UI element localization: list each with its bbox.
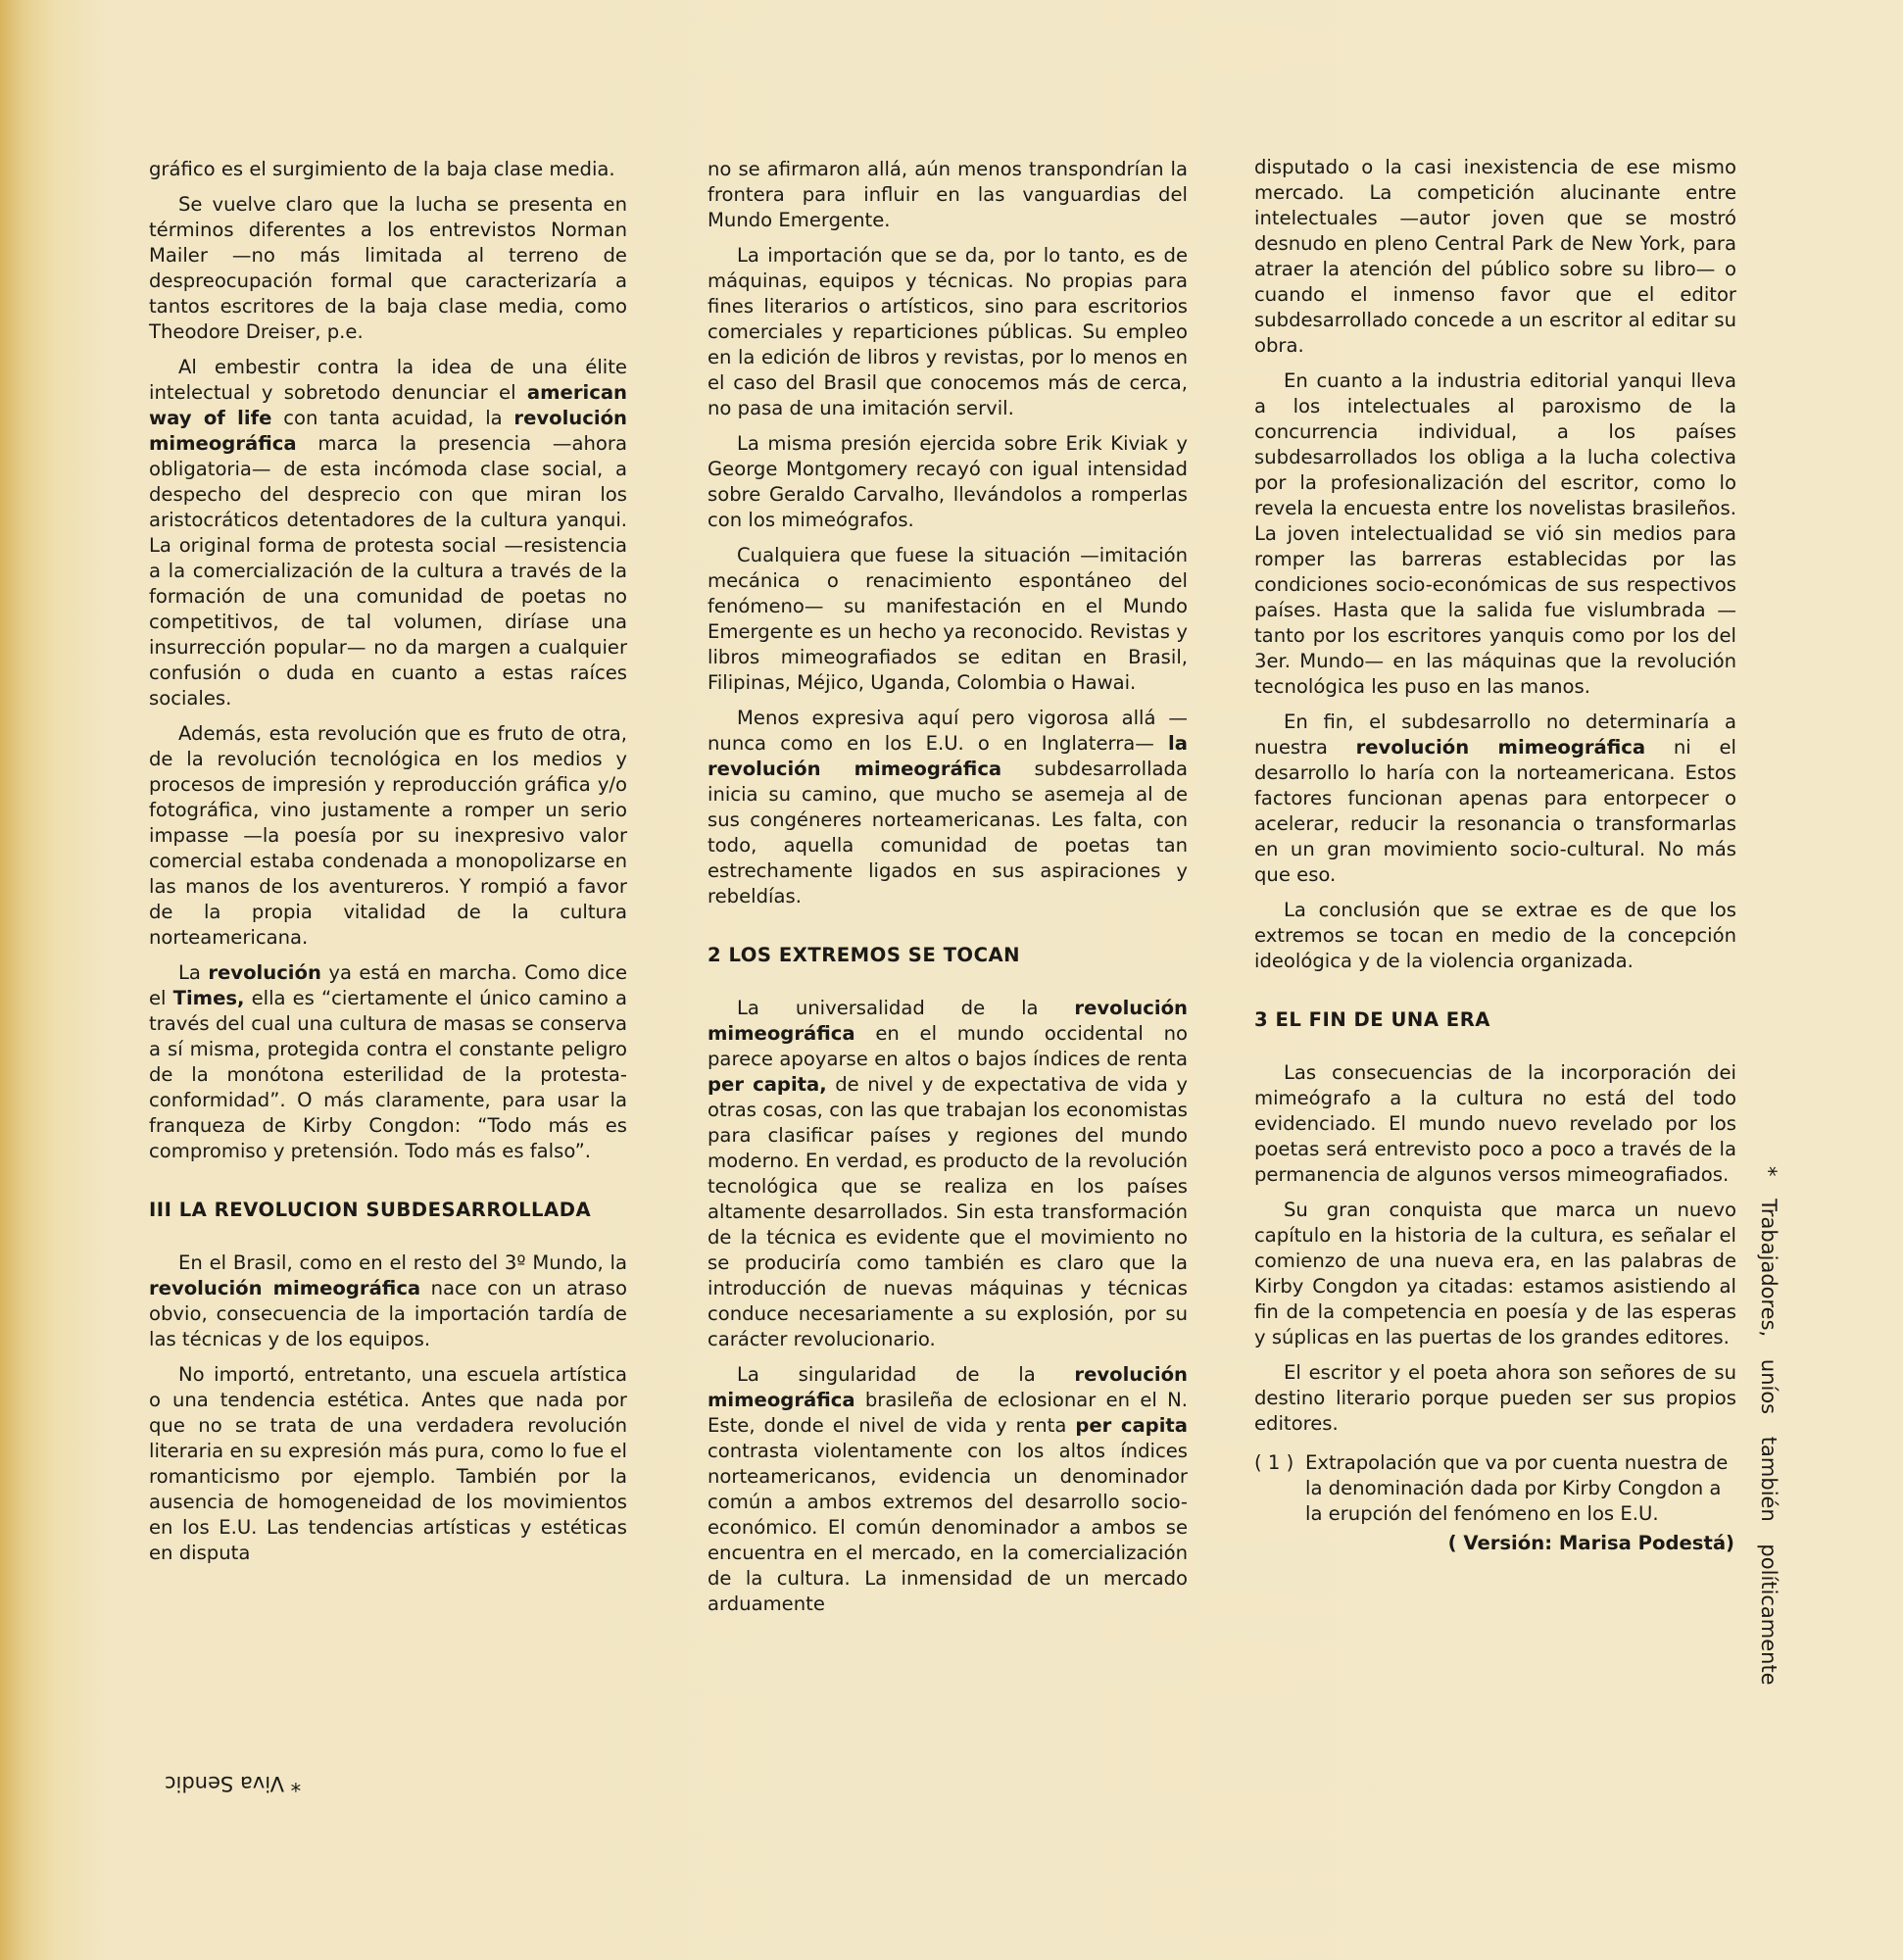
bold-run: american way of life: [149, 381, 627, 429]
section-heading: 2 LOS EXTREMOS SE TOCAN: [708, 944, 1021, 966]
text-run: brasileña de eclosionar en el N. Este, donde el nivel de vida y renta: [708, 1389, 1188, 1437]
paragraph: Cualquiera que fuese la situación —imitación mecánica o renacimiento espontáneo del fenómeno— su manifestación en el Mundo Emergente es un hecho ya reconocido. Revistas y libros mimeografiados se editan en Brasil, Filipinas, Méjico, Uganda, Colombia o Hawai.: [708, 544, 1188, 694]
paragraph: disputado o la casi inexistencia de ese mismo mercado. La competición alucinante entre intelectuales —autor joven que se mostró desnudo en pleno Central Park de New York, para atraer la atención del público sobre su libro— o cuando el inmenso favor que el editor subdesarrollado concede a un escritor al editar su obra.: [1254, 156, 1736, 357]
section-heading: 3 EL FIN DE UNA ERA: [1254, 1008, 1490, 1031]
paragraph: En cuanto a la industria editorial yanqui lleva a los intelectuales al paroxismo de la concurrencia individual, a los países subdesarrollados los obliga a la lucha colectiva por la profesionalización del escritor, como lo revela la encuesta entre los novelistas brasileños. La joven intelectualidad se vió sin medios para romper las barreras establecidas por las condiciones socio-económicas de sus respectivos países. Hasta que la salida fue vislumbrada —tanto por los escritores yanquis como por los del 3er. Mundo— en las máquinas que la revolución tecnológica les puso en las manos.: [1254, 369, 1736, 698]
paragraph: Además, esta revolución que es fruto de otra, de la revolución tecnológica en los medios y procesos de impresión y reproducción gráfica y/o fotográfica, vino justamente a romper un serio impasse —la poesía por su inexpresivo valor comercial estaba condenada a monopolizarse en las manos de los aventureros. Y rompió a favor de la propia vitalidad de la cultura norteamericana.: [149, 722, 627, 949]
paragraph: [149, 1250, 627, 1352]
bold-run: revolución mimeográfica: [1355, 736, 1646, 759]
paragraph: La importación que se da, por lo tanto, es de máquinas, equipos y técnicas. No propias para fines literarios o artísticos, sino para escritorios comerciales y reparticiones públicas. Su empleo en la edición de libros y revistas, por lo menos en el caso del Brasil que conocemos más de cerca, no pasa de una imitación servil.: [708, 244, 1188, 419]
text-run: En fin, el subdesarrollo no determinaría a nuestra: [1254, 710, 1736, 759]
text-run: La: [178, 961, 209, 984]
column-3: [1254, 155, 1736, 1556]
paragraph: Se vuelve claro que la lucha se presenta en términos diferentes a los entrevistos Norman Mailer —no más limitada al terreno de despreocupación formal que caracterizaría a tantos escritores de la baja clase media, como Theodore Dreiser, p.e.: [149, 193, 627, 343]
text-run: de nivel y de expectativa de vida y otras cosas, con las que trabajan los economistas para clasificar países y regiones del mundo moderno. En verdad, es producto de la revolución tecnológica que se realiza en los países altamente desarrollados. Sin esta transformación de la técnica es evidente que el movimiento no se produciría como también es claro que la introducción de nuevas máquinas y técnicas conduce necesariamente a su explosión, por su carácter revolucionario.: [708, 1073, 1188, 1350]
text-run: La singularidad de la: [737, 1363, 1075, 1386]
bold-run: per capita: [1075, 1414, 1189, 1437]
paragraph: [708, 706, 1188, 909]
bold-run: la revolución mimeográfica: [708, 732, 1188, 780]
bold-run: per capita,: [708, 1073, 827, 1096]
bold-run: revolución mimeográfica: [149, 407, 627, 455]
footnote-text: Extrapolación que va por cuenta nuestra de la denominación dada por Kirby Congdon a la erupción del fenómeno en los E.U.: [1305, 1451, 1729, 1525]
bold-run: revolución mimeográfica: [149, 1277, 421, 1299]
bold-run: revolución mimeográfica: [708, 1363, 1188, 1411]
paragraph: [149, 960, 627, 1164]
paragraph: [149, 355, 627, 711]
paragraph: Su gran conquista que marca un nuevo capítulo en la historia de la cultura, es señalar el comienzo de una nueva era, en las palabras de Kirby Congdon ya citadas: estamos asistiendo al fin de la competencia en poesía y de las esperas y súplicas en las puertas de los grandes editores.: [1254, 1199, 1736, 1348]
text-run: La universalidad de la: [737, 997, 1075, 1019]
text-run: subdesarrollada inicia su camino, que mucho se asemeja al de sus congéneres norteamericanas. Les falta, con todo, aquella comunidad de poetas tan estrechamente ligados en sus aspiraciones y rebeldías.: [708, 758, 1188, 907]
text-run: ya está en marcha. Como dice el: [149, 961, 628, 1009]
paragraph: Las consecuencias de la incorporación dei mimeógrafo a la cultura no está del todo evidenciado. El mundo nuevo revelado por los poetas será entrevisto poco a poco a través de la permanencia de algunos versos mimeografiados.: [1254, 1061, 1736, 1186]
text-run: ni el desarrollo lo haría con la norteamericana. Estos factores funcionan apenas para entorpecer o acelerar, reducir la resonancia o transformarlas en un gran movimiento socio-cultural. No más que eso.: [1254, 736, 1736, 886]
paragraph: [1254, 710, 1736, 888]
text-run: nace con un atraso obvio, consecuencia de la importación tardía de las técnicas y de los equipos.: [149, 1277, 628, 1350]
paragraph: La misma presión ejercida sobre Erik Kiviak y George Montgomery recayó con igual intensidad sobre Geraldo Carvalho, llevándolos a romperlas con los mimeógrafos.: [708, 432, 1188, 531]
paragraph: gráfico es el surgimiento de la baja clase media.: [149, 158, 615, 180]
text-run: En el Brasil, como en el resto del 3º Mundo, la: [178, 1251, 627, 1274]
section-heading: III LA REVOLUCION SUBDESARROLLADA: [149, 1199, 592, 1221]
paragraph: [708, 996, 1188, 1352]
text-run: marca la presencia —ahora obligatoria— de esta incómoda clase social, a despecho del desprecio con que miran los aristocráticos detentadores de la cultura yanqui. La original forma de protesta social —resistencia a la comercialización de la cultura a través de la formación de una comunidad de poetas no competitivos, de tal volumen, diríase una insurrección popular— no da margen a cualquier confusión o duda en cuanto a estas raíces sociales.: [149, 432, 627, 710]
text-run: Al embestir contra la idea de una élite intelectual y sobretodo denunciar el: [149, 356, 627, 404]
bold-run: revolución: [208, 961, 321, 984]
paragraph: [708, 1362, 1188, 1617]
bold-run: revolución mimeográfica: [708, 997, 1188, 1045]
text-run: Menos expresiva aquí pero vigorosa allá —nunca como en los E.U. o en Inglaterra—: [708, 707, 1188, 755]
paragraph: No importó, entretanto, una escuela artística o una tendencia estética. Antes que nada por que no se trata de una verdadera revolución literaria en su expresión más pura, como lo fue el romanticismo por ejemplo. También por la ausencia de homogeneidad de los movimientos en los E.U. Las tendencias artísticas y estéticas en disputa: [149, 1363, 627, 1564]
footnote: [1254, 1450, 1736, 1527]
footnote-marker: ( 1 ): [1254, 1451, 1294, 1474]
paragraph: El escritor y el poeta ahora son señores de su destino literario porque pueden ser sus propios editores.: [1254, 1361, 1736, 1435]
paragraph: no se afirmaron allá, aún menos transpondrían la frontera para influir en las vanguardias del Mundo Emergente.: [708, 158, 1188, 231]
text-run: contrasta violentamente con los altos índices norteamericanos, evidencia un denominador común a ambos extremos del desarrollo socio-económico. El común denominador a ambos se encuentra en el mercado, en la comercialización de la cultura. La inmensidad de un mercado arduamente: [708, 1440, 1188, 1615]
text-run: en el mundo occidental no parece apoyarse en altos o bajos índices de renta: [708, 1022, 1188, 1070]
column-1: [149, 157, 627, 1576]
text-run: ella es “ciertamente el único camino a través del cual una cultura de masas se conserva a sí misma, protegida contra el constante peligro de la monótona esterilidad de la protesta-conformidad”. O más claramente, para usar la franqueza de Kirby Congdon: “Todo más es compromiso y pretensión. Todo más es falso”.: [149, 987, 627, 1162]
bold-run: Times,: [172, 987, 245, 1009]
upside-down-slogan: * Viva Sendic: [165, 1772, 302, 1795]
vertical-slogan: * Trabajadores, uníos también políticamente: [1757, 1166, 1781, 1686]
text-run: con tanta acuidad, la: [271, 407, 514, 429]
paragraph: La conclusión que se extrae es de que los extremos se tocan en medio de la concepción ideológica y de la violencia organizada.: [1254, 899, 1736, 972]
column-2: [708, 157, 1188, 1627]
translation-credit: ( Versión: Marisa Podestá): [1447, 1532, 1734, 1554]
